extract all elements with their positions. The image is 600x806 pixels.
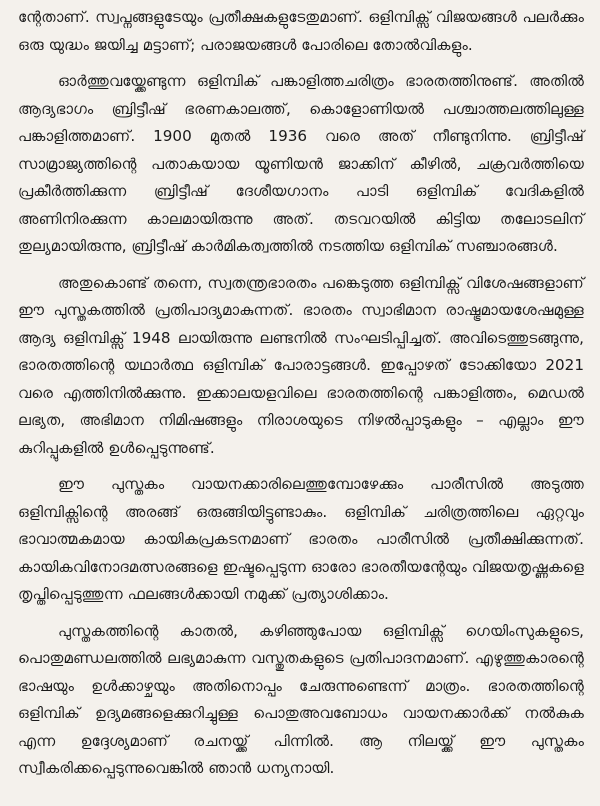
paragraph-1: ന്റേതാണ്. സ്വപ്നങ്ങളുടേയും പ്രതീക്ഷകളുടേതുമാണ്. ഒളിമ്പിക്സ് വിജയങ്ങൾ പലർക്കും ഒരു യുദ്ധം ജയിച്ച മട്ടാണ്; പരാജയങ്ങൾ പോരിലെ തോൽവികളും.: [18, 8, 584, 54]
paragraph-5: പുസ്തകത്തിന്റെ കാതൽ, കഴിഞ്ഞുപോയ ഒളിമ്പിക്സ് ഗെയിംസുകളുടെ, പൊതുമണ്ഡലത്തിൽ ലഭ്യമാകുന്ന വസ്തുതകളുടെ പ്രതിപാദനമാണ്. എഴുത്തുകാരന്റെ ഭാഷയും ഉൾക്കാഴ്ചയും അതിനൊപ്പം ചേരുന്നുണ്ടെന്ന് മാത്രം. ഭാരതത്തിന്റെ ഒളിമ്പിക് ഉദ്യമങ്ങളെക്കുറിച്ചുള്ള പൊതുഅവബോധം വായനക്കാർക്ക് നൽകുക എന്ന ഉദ്ദേശ്യമാണ് രചനയ്ക്ക് പിന്നിൽ. ആ നിലയ്ക്ക് ഈ പുസ്തകം സ്വീകരിക്കപ്പെടുന്നുവെങ്കിൽ ഞാൻ ധന്യനായി.: [18, 621, 584, 777]
paragraph-3: അതുകൊണ്ട് തന്നെ, സ്വതന്ത്രഭാരതം പങ്കെടുത്ത ഒളിമ്പിക്സ് വിശേഷങ്ങളാണ് ഈ പുസ്തകത്തിൽ പ്രതിപാദ്യമാകുന്നത്. ഭാരതം സ്വാഭിമാന രാഷ്ട്രമായശേഷമുള്ള ആദ്യ ഒളിമ്പിക്സ് 1948 ലായിരുന്നു ലണ്ടനിൽ സംഘടിപ്പിച്ചത്. അവിടെത്തുടങ്ങുന്നു, ഭാരതത്തിന്റെ യഥാർത്ഥ ഒളിമ്പിക് പോരാട്ടങ്ങൾ. ഇപ്പോഴത് ടോക്കിയോ 2021 വരെ എത്തിനിൽക്കുന്നു. ഇക്കാലയളവിലെ ഭാരതത്തിന്റെ പങ്കാളിത്തം, മെഡൽ ലഭ്യത, അഭിമാന നിമിഷങ്ങളും നിരാശയുടെ നിഴൽപ്പാടുകളും – എല്ലാം ഈ കുറിപ്പുകളിൽ ഉൾപ്പെടുന്നുണ്ട്.: [18, 273, 584, 457]
paragraph-2: ഓർത്തുവയ്ക്കേണ്ടുന്ന ഒളിമ്പിക് പങ്കാളിത്തചരിത്രം ഭാരതത്തിനുണ്ട്. അതിൽ ആദ്യഭാഗം ബ്രിട്ടീഷ് ഭരണകാലത്ത്, കൊളോണിയൽ പശ്ചാത്തലത്തിലുള്ള പങ്കാളിത്തമാണ്. 1900 മുതൽ 1936 വരെ അത് നീണ്ടുനിന്നു. ബ്രിട്ടീഷ് സാമ്രാജ്യത്തിന്റെ പതാകയായ യൂണിയൻ ജാക്കിന് കീഴിൽ, ചക്രവർത്തിയെ പ്രകീർത്തിക്കുന്ന ബ്രിട്ടീഷ് ദേശീയഗാനം പാടി ഒളിമ്പിക് വേദികളിൽ അണിനിരക്കുന്ന കാലമായിരുന്നു അത്. തടവറയിൽ കിട്ടിയ തലോടലിന് തുല്യമായിരുന്നു, ബ്രിട്ടീഷ് കാർമികത്വത്തിൽ നടത്തിയ ഒളിമ്പിക് സഞ്ചാരങ്ങൾ.: [18, 72, 584, 255]
paragraph-4: ഈ പുസ്തകം വായനക്കാരിലെത്തുമ്പോഴേക്കും പാരീസിൽ അടുത്ത ഒളിമ്പിക്സിന്റെ അരങ്ങ് ഒരുങ്ങിയിട്ടുണ്ടാകും. ഒളിമ്പിക് ചരിത്രത്തിലെ ഏറ്റവും ഭാവാത്മകമായ കായികപ്രകടനമാണ് ഭാരതം പാരീസിൽ പ്രതീക്ഷിക്കുന്നത്. കായികവിനോദമത്സരങ്ങളെ ഇഷ്ടപ്പെടുന്ന ഓരോ ഭാരതീയന്റേയും വിജയതൃഷ്ണകളെ തൃപ്തിപ്പെടുത്തുന്ന ഫലങ്ങൾക്കായി നമുക്ക് പ്രത്യാശിക്കാം.: [18, 475, 584, 603]
